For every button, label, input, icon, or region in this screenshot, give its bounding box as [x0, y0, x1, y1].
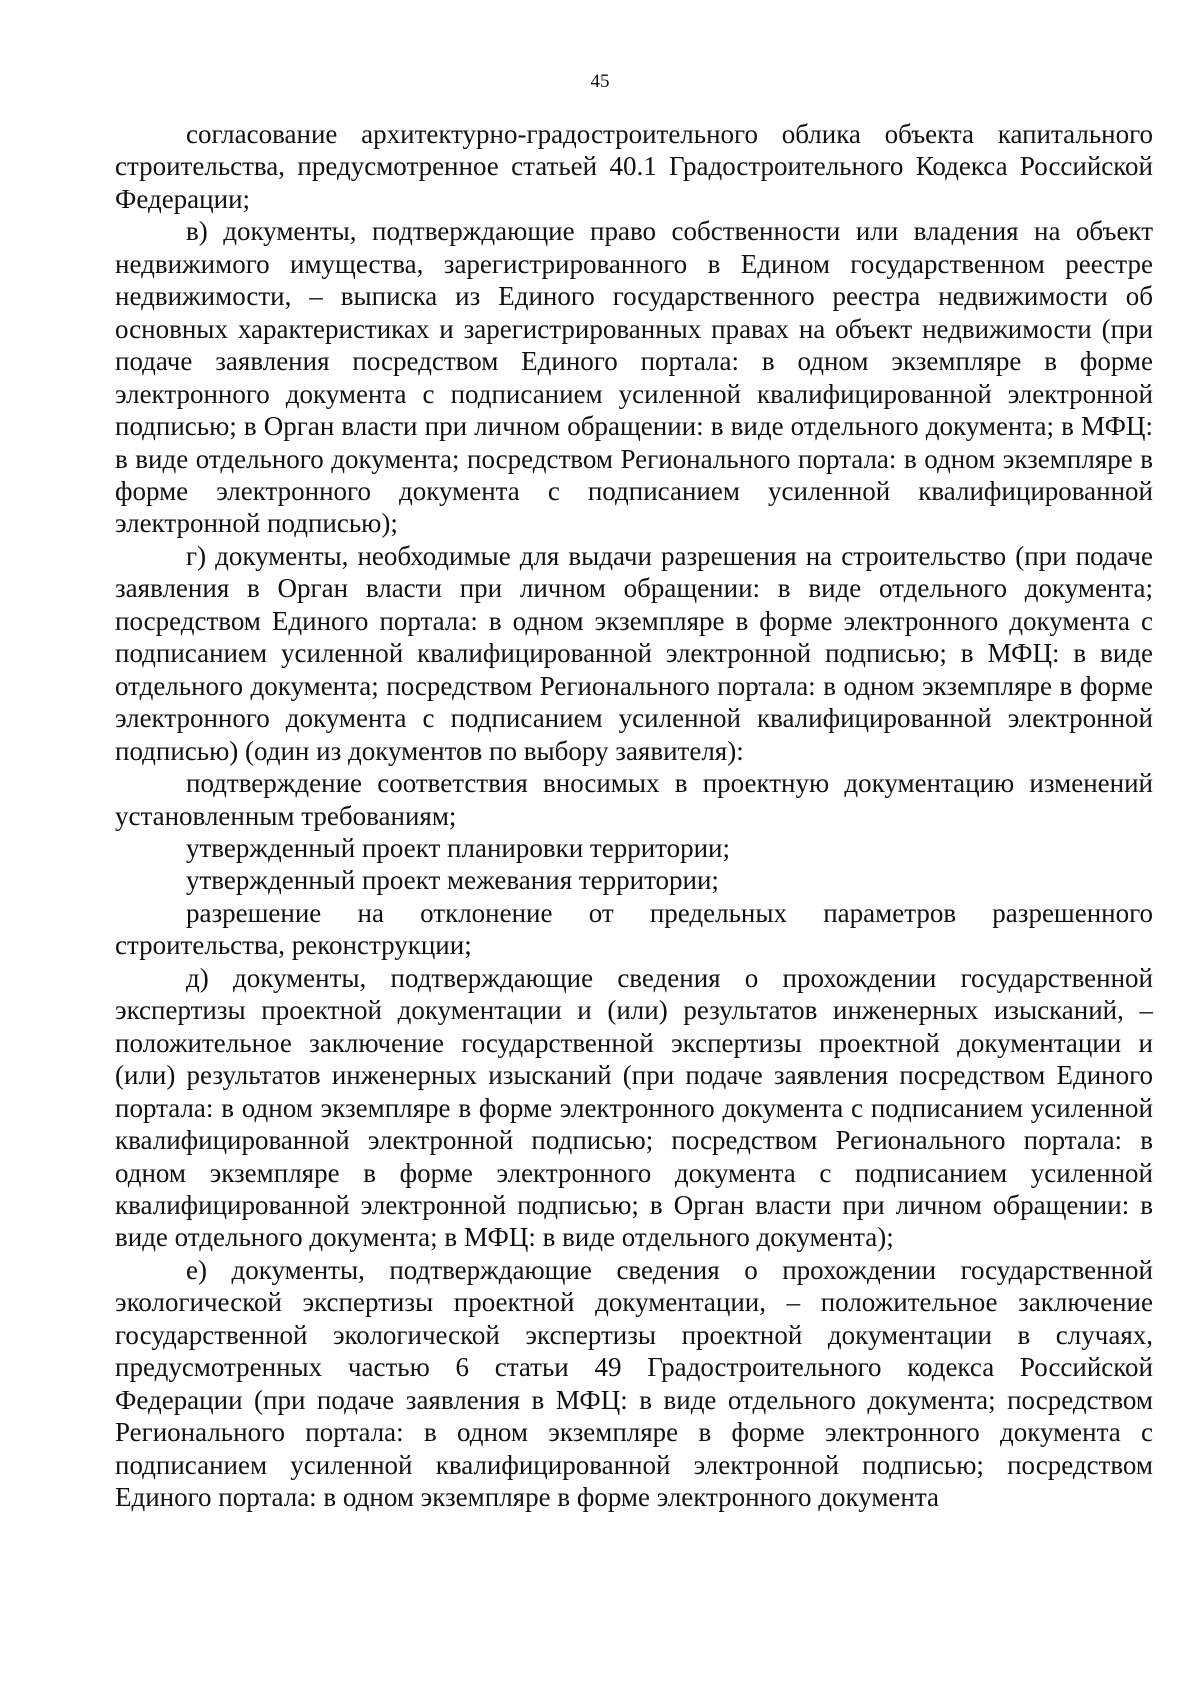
paragraph-architectural-approval: согласование архитектурно-градостроительного облика объекта капитального строительства, предусмотренное статьей 40.1 Градостроительного Кодекса Российской Федерации;: [115, 119, 1153, 214]
paragraph-compliance-confirmation: подтверждение соответствия вносимых в проектную документацию изменений установленным требованиям;: [115, 768, 1153, 831]
paragraph-item-e-ecological-expertise: е) документы, подтверждающие сведения о прохождении государственной экологической экспертизы проектной документации, – положительное заключение государственной экологической экспертизы проектной документации в случаях, предусмотренных частью 6 статьи 49 Градостроительного кодекса Российской Федерации (при подаче заявления в МФЦ: в виде отдельного документа; посредством Регионального портала: в одном экземпляре в форме электронного документа с подписанием усиленной квалифицированной электронной подписью; посредством Единого портала: в одном экземпляре в форме электронного документа: [115, 1254, 1153, 1513]
paragraph-item-v-ownership-documents: в) документы, подтверждающие право собственности или владения на объект недвижимого имущества, зарегистрированного в Едином государственном реестре недвижимости, – выписка из Единого государственного реестра недвижимости об основных характеристиках и зарегистрированных правах на объект недвижимости (при подаче заявления посредством Единого портала: в одном экземпляре в форме электронного документа с подписанием усиленной квалифицированной электронной подписью; в Орган власти при личном обращении: в виде отдельного документа; в МФЦ: в виде отдельного документа; посредством Регионального портала: в одном экземпляре в форме электронного документа с подписанием усиленной квалифицированной электронной подписью);: [115, 216, 1153, 539]
paragraph-item-g-permit-documents: г) документы, необходимые для выдачи разрешения на строительство (при подаче заявления в Орган власти при личном обращении: в виде отдельного документа; посредством Единого портала: в одном экземпляре в форме электронного документа с подписанием усиленной квалифицированной электронной подписью; в МФЦ: в виде отдельного документа; посредством Регионального портала: в одном экземпляре в форме электронного документа с подписанием усиленной квалифицированной электронной подписью) (один из документов по выбору заявителя):: [115, 540, 1153, 766]
paragraph-item-d-state-expertise: д) документы, подтверждающие сведения о прохождении государственной экспертизы проектной документации и (или) результатов инженерных изысканий, – положительное заключение государственной экспертизы проектной документации и (или) результатов инженерных изысканий (при подаче заявления посредством Единого портала: в одном экземпляре в форме электронного документа с подписанием усиленной квалифицированной электронной подписью; посредством Регионального портала: в одном экземпляре в форме электронного документа с подписанием усиленной квалифицированной электронной подписью; в Орган власти при личном обращении: в виде отдельного документа; в МФЦ: в виде отдельного документа);: [115, 962, 1153, 1253]
paragraph-deviation-permit: разрешение на отклонение от предельных параметров разрешенного строительства, реконструкции;: [115, 897, 1153, 961]
page-number: 45: [590, 71, 610, 92]
paragraph-land-surveying-project: утвержденный проект межевания территории;: [186, 865, 719, 896]
paragraph-territory-planning-project: утвержденный проект планировки территории;: [186, 832, 731, 863]
document-body: [115, 118, 1153, 1513]
